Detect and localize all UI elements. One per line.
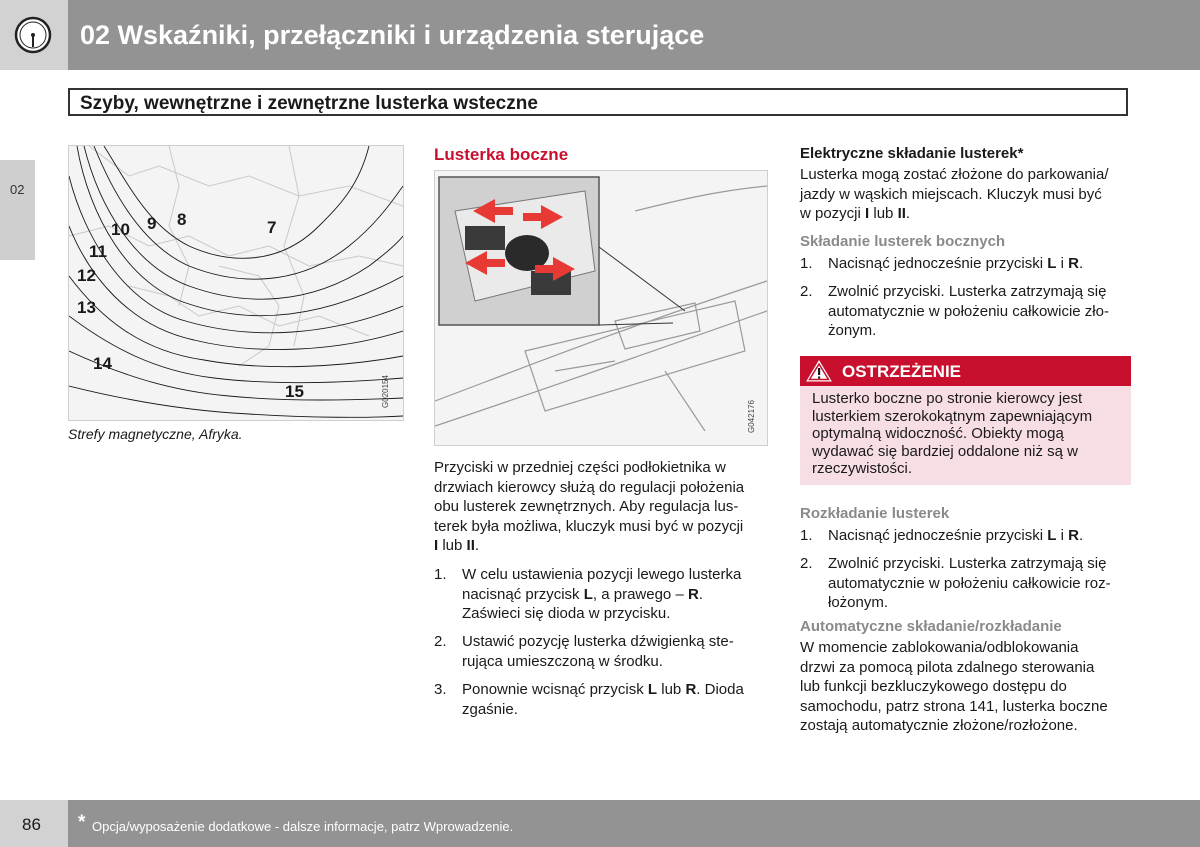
text-line: drzwi za pomocą pilota zdalnego sterowania: [800, 658, 1095, 676]
text-line: W celu ustawienia pozycji lewego lusterka: [462, 566, 742, 583]
key-position: I: [434, 537, 439, 554]
header-bar: [68, 0, 1200, 70]
warning-triangle-icon: [806, 359, 832, 383]
text: . Dioda: [696, 681, 744, 698]
text-line: Lusterka mogą zostać złożone do parkowania/: [800, 166, 1109, 183]
figure-caption: Strefy magnetyczne, Afryka.: [68, 426, 243, 442]
side-tab-label: 02: [10, 182, 25, 197]
auto-fold-paragraph: [800, 638, 1140, 736]
text: .: [1078, 527, 1084, 544]
list-number: 2.: [434, 633, 447, 650]
zone-label: 15: [285, 382, 304, 401]
magnetic-zones-map: [68, 145, 404, 421]
page-number: 86: [22, 815, 41, 834]
text: nacisnąć przycisk: [462, 585, 584, 603]
chapter-title: 02 Wskaźniki, przełączniki i urządzenia sterujące: [80, 20, 705, 50]
list-item: [434, 565, 774, 625]
text-line: [462, 680, 744, 700]
zone-label: 9: [147, 214, 157, 233]
heading-auto-folding: Automatyczne składanie/rozkładanie: [800, 618, 1062, 635]
zone-label: 12: [77, 266, 96, 285]
text: Nacisnąć jednocześnie przyciski: [828, 255, 1048, 272]
warning-title: OSTRZEŻENIE: [842, 362, 962, 381]
text-line: łożonym.: [828, 594, 889, 611]
figure-code: G020154: [381, 375, 390, 408]
text-line: [800, 204, 1140, 224]
text: .: [1078, 255, 1084, 272]
list-number: 2.: [800, 555, 813, 572]
list-text: [828, 282, 1109, 341]
text: w pozycji: [800, 205, 866, 222]
fold-paragraph: [800, 165, 1140, 224]
mirror-switch-illustration: [434, 170, 768, 446]
list-number: 1.: [800, 255, 813, 272]
text-line: drzwiach kierowcy służą do regulacji położenia: [434, 478, 745, 496]
zone-label: 11: [89, 242, 107, 261]
text-line: [828, 254, 1083, 274]
text-line: rująca umieszczoną w środku.: [462, 652, 663, 670]
button-label: R: [685, 681, 697, 698]
list-item: [800, 282, 1140, 342]
text-line: Zaświeci się dioda w przycisku.: [462, 605, 671, 622]
list-text: [462, 632, 734, 671]
switch-drawing: [435, 171, 767, 445]
text: lub: [869, 205, 898, 222]
key-position: II: [897, 205, 906, 222]
text-line: lub funkcji bezkluczykowego dostępu do: [800, 678, 1067, 695]
button-label: L: [1047, 527, 1057, 544]
section-title-box: [68, 88, 1128, 116]
warning-text: Lusterko boczne po stronie kierowcy jest lusterkiem szerokokątnym zapewniającym optymalną widoczność. Obiekty mogą wydawać się bardziej oddalone niż są w rzeczywistości.: [812, 390, 1093, 477]
text-line: [828, 526, 1083, 546]
list-text: [462, 565, 741, 624]
list-item: [434, 680, 774, 720]
intro-paragraph: [434, 458, 774, 556]
figure-code: G042176: [747, 400, 756, 433]
list-item: [800, 526, 1140, 546]
zone-label: 8: [177, 210, 187, 229]
text: , a prawego –: [592, 585, 688, 603]
button-label: R: [1068, 527, 1079, 544]
text-line: samochodu, patrz strona 141, lusterka boczne: [800, 697, 1108, 715]
text-line: Ustawić pozycję lusterka dźwigienką ste-: [462, 633, 734, 650]
button-label: L: [647, 681, 658, 698]
text: Ponownie wcisnąć przycisk: [462, 681, 648, 698]
text-line: automatycznie w położeniu całkowicie zło-: [828, 302, 1109, 320]
heading-electric-folding: Elektryczne składanie lusterek*: [800, 145, 1024, 162]
text: i: [1056, 527, 1069, 544]
text-line: żonym.: [828, 322, 877, 339]
speedometer-icon: [14, 16, 52, 54]
button-label: R: [687, 585, 699, 603]
list-number: 3.: [434, 681, 447, 698]
key-position: I: [865, 205, 870, 222]
text-line: automatycznie w położeniu całkowicie roz-: [828, 574, 1111, 592]
heading-side-mirrors: Lusterka boczne: [434, 145, 569, 164]
list-item: [800, 254, 1140, 274]
footer-bar: [68, 800, 1200, 847]
text: Nacisnąć jednocześnie przyciski: [828, 527, 1048, 544]
key-position: II: [466, 537, 475, 554]
heading-folding-side: Składanie lusterek bocznych: [800, 233, 1006, 250]
warning-header: [800, 356, 1131, 386]
zone-label: 7: [267, 218, 277, 237]
list-number: 1.: [434, 566, 447, 583]
text: .: [474, 537, 480, 554]
list-item: [434, 632, 774, 672]
list-item: [800, 554, 1140, 614]
header-icon-box: [0, 0, 68, 70]
text-line: zostają automatycznie złożone/rozłożone.: [800, 717, 1078, 734]
text-line: [462, 585, 741, 605]
text-line: zgaśnie.: [462, 700, 518, 718]
button-label: R: [1068, 255, 1079, 272]
zone-label: 13: [77, 298, 96, 317]
warning-body: [800, 386, 1131, 485]
button-label: L: [1047, 255, 1057, 272]
text-line: [434, 536, 774, 556]
list-number: 1.: [800, 527, 813, 544]
list-text: [828, 554, 1111, 613]
side-tab: [0, 160, 35, 260]
text-line: W momencie zablokowania/odblokowania: [800, 639, 1079, 656]
text-line: Przyciski w przedniej części podłokietnika w: [434, 459, 726, 476]
zone-label: 10: [111, 220, 130, 239]
button-label: L: [583, 585, 593, 603]
text-line: Zwolnić przyciski. Lusterka zatrzymają się: [828, 283, 1107, 300]
list-text: [462, 680, 744, 719]
text: lub: [657, 681, 686, 698]
text-line: terek była możliwa, kluczyk musi być w pozycji: [434, 517, 744, 535]
text: .: [905, 205, 911, 222]
text-line: Zwolnić przyciski. Lusterka zatrzymają się: [828, 555, 1107, 572]
text-line: obu lusterek zewnętrznych. Aby regulacja lus-: [434, 498, 739, 515]
text: i: [1056, 255, 1069, 272]
footnote-text: Opcja/wyposażenie dodatkowe - dalsze informacje, patrz Wprowadzenie.: [92, 819, 514, 834]
text: .: [698, 585, 703, 603]
footer-page-box: [0, 800, 68, 847]
list-number: 2.: [800, 283, 813, 300]
text: lub: [438, 537, 467, 554]
footnote-star: *: [78, 812, 86, 833]
text-line: jazdy w wąskich miejscach. Kluczyk musi być: [800, 185, 1102, 203]
section-title: Szyby, wewnętrzne i zewnętrzne lusterka wsteczne: [80, 93, 538, 114]
heading-unfolding: Rozkładanie lusterek: [800, 505, 950, 522]
zone-label: 14: [93, 354, 112, 373]
map-illustration: [69, 146, 403, 420]
